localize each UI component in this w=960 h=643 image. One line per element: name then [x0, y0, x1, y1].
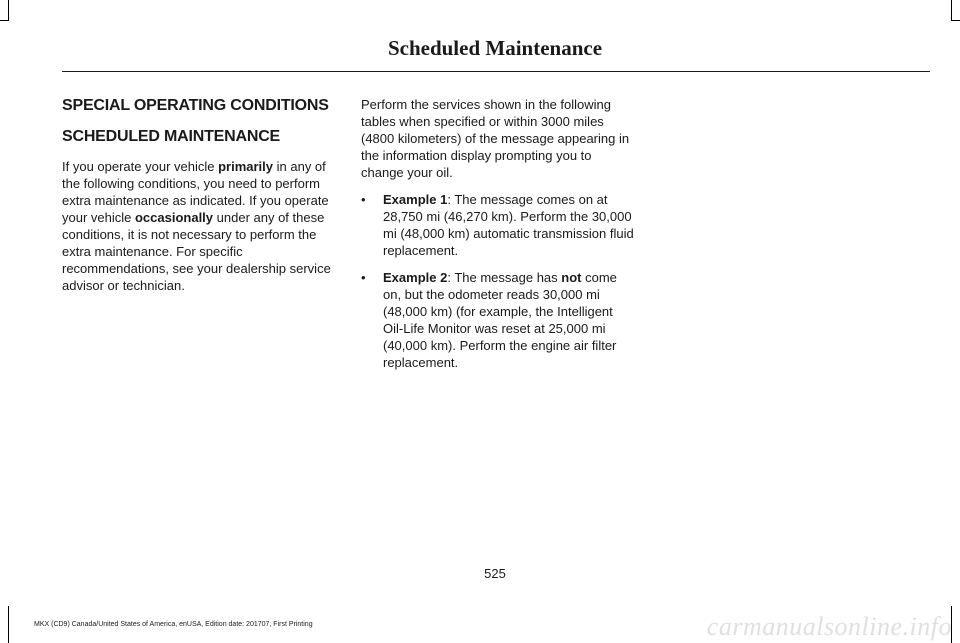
page-title: Scheduled Maintenance	[387, 36, 603, 60]
section-heading-scheduled-maintenance: SCHEDULED MAINTENANCE	[62, 128, 281, 145]
emphasis-occasionally: occasionally	[134, 210, 214, 225]
example-2-label: Example 2	[383, 270, 448, 285]
bullet-marker: •	[361, 270, 366, 285]
section-heading-special-operating-conditions: SPECIAL OPERATING CONDITIONS	[62, 97, 329, 114]
right-column	[361, 96, 636, 381]
paragraph-text: in any of the following conditions, you need to perform extra maintenance as indicated. If you operate your vehicle	[62, 159, 329, 225]
edition-footer: MKX (CD9) Canada/United States of America, enUSA, Edition date: 201707, First Printing	[34, 621, 313, 628]
example-1-text: : The message comes on at 28,750 mi (46,270 km). Perform the 30,000 mi (48,000 km) automatic transmission fluid replacement.	[383, 192, 634, 258]
watermark: carmanualsonline.info	[706, 612, 952, 641]
header-rule	[62, 71, 930, 72]
bullet-marker: •	[361, 192, 366, 207]
example-2-text: : The message has	[447, 270, 562, 285]
crop-mark-top-right-horizontal	[951, 20, 960, 21]
crop-mark-bottom-left-vertical	[8, 606, 9, 643]
paragraph-text: If you operate your vehicle	[62, 159, 219, 174]
operating-conditions-paragraph	[62, 158, 342, 294]
example-1-item	[361, 191, 636, 259]
example-2-text: come on, but the odometer reads 30,000 mi (48,000 km) (for example, the Intelligent Oil-Life Monitor was reset at 25,000 mi (40,000 km). Perform the engine air filter replacement.	[383, 270, 617, 370]
crop-mark-top-left-horizontal	[0, 20, 9, 21]
emphasis-primarily: primarily	[218, 159, 274, 174]
example-1-label: Example 1	[383, 192, 448, 207]
left-column	[62, 96, 342, 304]
services-intro-paragraph: Perform the services shown in the following tables when specified or within 3000 miles (4800 kilometers) of the message appearing in the information display prompting you to change your oil.	[361, 97, 630, 180]
crop-mark-top-right-vertical	[951, 0, 952, 20]
examples-list	[361, 191, 636, 371]
crop-mark-top-left-vertical	[8, 0, 9, 20]
emphasis-not: not	[561, 270, 582, 285]
example-2-item	[361, 269, 636, 371]
page-number: 525	[484, 566, 506, 581]
paragraph-text: under any of these conditions, it is not necessary to perform the extra maintenance. For specific recommendations, see your dealership service advisor or technician.	[62, 210, 331, 293]
